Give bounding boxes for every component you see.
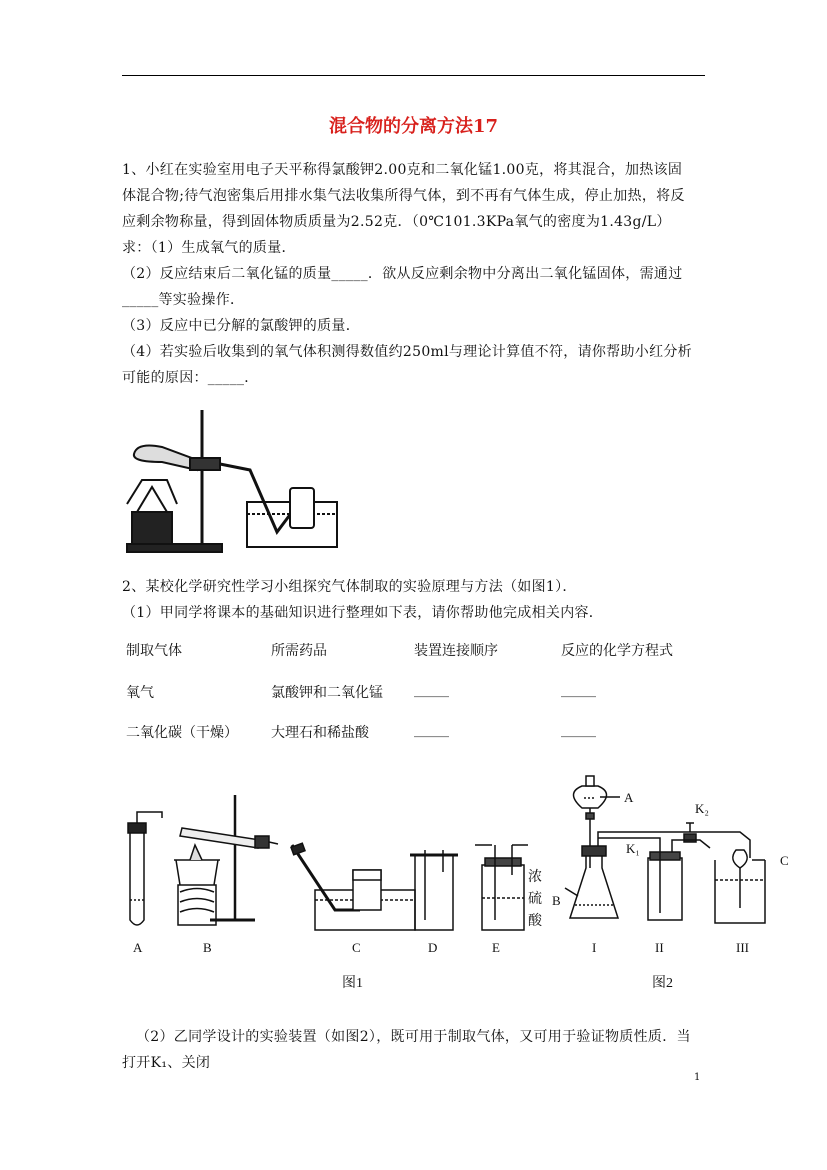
figure-label: B	[552, 893, 561, 908]
figure-caption: 图2	[652, 976, 673, 991]
figure-2-apparatus	[560, 768, 775, 943]
header-rule	[122, 75, 705, 76]
question-2-part2-line: 打开K₁、关闭	[122, 1055, 211, 1071]
figure-label: D	[428, 940, 438, 955]
figure-label: A	[133, 940, 143, 955]
figure-label: A	[624, 790, 634, 805]
oxygen-apparatus-figure	[122, 402, 342, 557]
table-cell: 氯酸钾和二氧化锰	[271, 685, 383, 701]
figure-label: E	[492, 940, 500, 955]
page-title: 混合物的分离方法17	[328, 116, 499, 137]
reagent-label: 酸	[528, 914, 542, 929]
reagent-label: 浓	[528, 870, 542, 885]
question-1-line: （4）若实验后收集到的氧气体积测得数值约250ml与理论计算值不符，请你帮助小红分析	[122, 344, 692, 360]
question-1-line: （3）反应中已分解的氯酸钾的质量．	[122, 318, 361, 334]
table-header: 反应的化学方程式	[561, 643, 673, 659]
figure-label: K₂	[695, 801, 709, 816]
figure-label: I	[592, 940, 597, 955]
table-cell: 大理石和稀盐酸	[271, 725, 369, 741]
figure-label: III	[736, 940, 749, 955]
question-1-line: （2）反应结束后二氧化锰的质量_____．欲从反应剩余物中分离出二氧化锰固体，需通过	[122, 266, 683, 282]
figure-1-apparatus	[120, 790, 560, 940]
table-header: 装置连接顺序	[414, 643, 498, 659]
figure-caption: 图1	[342, 976, 363, 991]
question-1-line: 应剩余物称量，得到固体物质质量为2.52克．（0℃101.3KPa氧气的密度为1.43g/L）	[122, 214, 671, 230]
table-cell: 氧气	[126, 685, 154, 701]
question-1-line: 可能的原因：_____．	[122, 370, 259, 386]
figure-label: C	[352, 940, 361, 955]
figure-label: B	[203, 940, 212, 955]
question-1-line: 求：（1）生成氧气的质量．	[122, 240, 296, 256]
question-1-line: 1、小红在实验室用电子天平称得氯酸钾2.00克和二氧化锰1.00克，将其混合，加热该固	[122, 162, 683, 178]
question-1-line: 体混合物;待气泡密集后用排水集气法收集所得气体，到不再有气体生成，停止加热，将反	[122, 188, 685, 204]
question-2-line: （1）甲同学将课本的基础知识进行整理如下表，请你帮助他完成相关内容．	[122, 605, 604, 621]
reagent-label: 硫	[528, 892, 542, 907]
question-2-part2-line: （2）乙同学设计的实验装置（如图2），既可用于制取气体，又可用于验证物质性质．当	[136, 1029, 691, 1045]
question-1-line: _____等实验操作．	[122, 292, 245, 308]
table-cell: _____	[414, 722, 449, 738]
figure-label: II	[655, 940, 664, 955]
figure-label: K₁	[626, 841, 640, 856]
question-2-line: 2、某校化学研究性学习小组探究气体制取的实验原理与方法（如图1）．	[122, 579, 577, 595]
page-number: 1	[694, 1072, 701, 1083]
figure-label: C	[780, 853, 789, 868]
table-cell: _____	[414, 682, 449, 698]
table-cell: _____	[561, 722, 596, 738]
table-header: 所需药品	[271, 643, 327, 659]
table-cell: _____	[561, 682, 596, 698]
table-cell: 二氧化碳（干燥）	[126, 725, 238, 741]
table-header: 制取气体	[126, 643, 182, 659]
